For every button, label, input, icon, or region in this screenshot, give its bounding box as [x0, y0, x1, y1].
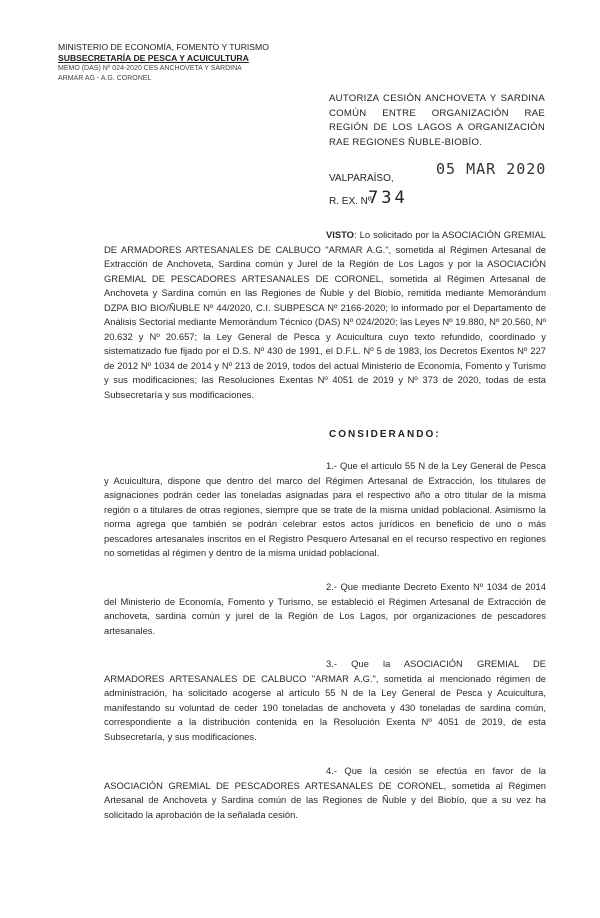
considerando-heading: CONSIDERANDO:	[329, 429, 441, 440]
considerando-4-text: 4.- Que la cesión se efectúa en favor de la ASOCIACIÓN GREMIAL DE PESCADORES ARTESANALES DE CORONEL, sometida al Régimen Artesanal de Anchoveta y Sardina común de las Regiones de Ñuble y del Biobío, que a su vez ha solicitado la aprobación de la señalada cesión.	[104, 765, 546, 820]
ministry-name: MINISTERIO DE ECONOMÍA, FOMENTO Y TURISMO	[58, 42, 269, 52]
date-stamp: 05 MAR 2020	[436, 160, 547, 178]
considerando-1	[104, 459, 546, 561]
resolution-summary: AUTORIZA CESIÓN ANCHOVETA Y SARDINA COMÚN ENTRE ORGANIZACIÓN RAE REGIÓN DE LOS LAGOS A ORGANIZACIÓN RAE REGIONES ÑUBLE-BIOBÍO.	[329, 93, 545, 148]
considerando-3	[104, 657, 546, 744]
letterhead	[58, 42, 269, 84]
memo-reference: MEMO (DAS) Nº 024-2020 CES ANCHOVETA Y SARDINA	[58, 65, 242, 72]
place-label: VALPARAÍSO,	[329, 173, 394, 184]
considerando-2-text: 2.- Que mediante Decreto Exento Nº 1034 de 2014 del Ministerio de Economía, Fomento y Turismo, se estableció el Régimen Artesanal de Extracción de anchoveta, sardina común y jurel de la Región de Los Lagos, por organizaciones de pescadores artesanales.	[104, 581, 546, 636]
visto-text: : Lo solicitado por la ASOCIACIÓN GREMIAL DE ARMADORES ARTESANALES DE CALBUCO "ARMAR A.G.", sometida al Régimen Artesanal de Extracción de Anchoveta, Sardina común y Jurel de la Región de Los Lagos y por la ASOCIACIÓN GREMIAL DE PESCADORES ARTESANALES DE CORONEL, sometida al Régimen Artesanal de Anchoveta y Sardina común en las Regiones de Ñuble y del Biobío, remitida mediante Memorándum DZPA BIO BIO/ÑUBLE Nº 44/2020, C.I. SUBPESCA Nº 2166-2020; lo informado por el Departamento de Análisis Sectorial mediante Memorándum Técnico (DAS) Nº 024/2020; las Leyes Nº 19.880, Nº 20.560, Nº 20.632 y Nº 20.657; la Ley General de Pesca y Acuicultura cuyo texto refundido, coordinado y sistematizado fue fijado por el D.S. Nº 430 de 1991, el D.F.L. Nº 5 de 1983, los Decretos Exentos Nº 227 de 2012 Nº 1034 de 2014 y Nº 213 de 2019, todos del actual Ministerio de Economía, Fomento y Turismo y sus modificaciones; las Resoluciones Exentas Nº 4051 de 2019 y Nº 373 de 2020, todas de esta Subsecretaría y sus modificaciones.	[104, 229, 546, 400]
considerando-1-text: 1.- Que el artículo 55 N de la Ley General de Pesca y Acuicultura, dispone que dentro del marco del Régimen Artesanal de Extracción, los titulares de asignaciones podrán ceder las toneladas asignadas para el respectivo año a otro titular de la misma región o a titulares de otras regiones, siempre que se trate de la misma unidad poblacional. Asimismo la norma agrega que también se podrán celebrar estos actos jurídicos en beneficio de uno o más pescadores artesanales inscritos en el Registro Pesquero Artesanal en el recurso respectivo en regiones no sometidas al régimen y dentro de la misma unidad poblacional.	[104, 460, 546, 558]
considerando-3-text: 3.- Que la ASOCIACIÓN GREMIAL DE ARMADORES ARTESANALES DE CALBUCO "ARMAR A.G.", sometida al mencionado régimen de administración, ha solicitado acogerse al artículo 55 N de la Ley General de Pesca y Acuicultura, manifestando su voluntad de ceder 190 toneladas de anchoveta y 430 toneladas de sardina común, correspondiente a la distribución contenida en la Resolución Exenta Nº 4051 de 2019, de esta Subsecretaría, y sus modificaciones.	[104, 658, 546, 742]
considerando-2	[104, 580, 546, 638]
visto-label: VISTO	[326, 229, 354, 240]
subsecretaria-name: SUBSECRETARÍA DE PESCA Y ACUICULTURA	[58, 53, 249, 63]
parties-reference: ARMAR AG - A.G. CORONEL	[58, 75, 152, 82]
considerando-4	[104, 764, 546, 822]
visto-paragraph	[104, 228, 546, 402]
rex-label: R. EX. Nº	[329, 196, 372, 207]
rex-number: 734	[368, 188, 408, 208]
